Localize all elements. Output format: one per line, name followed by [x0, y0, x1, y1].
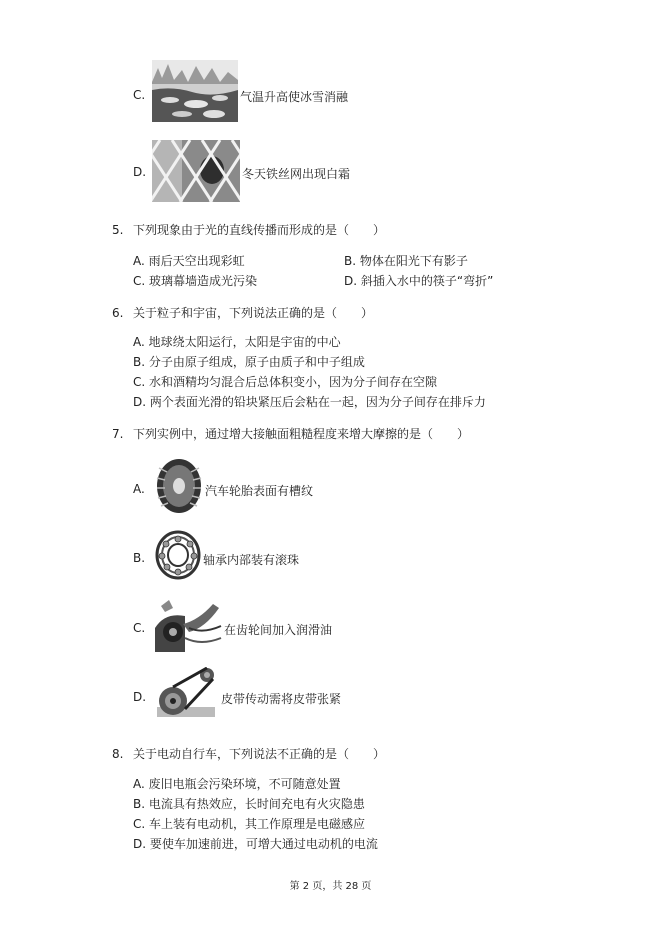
- q7-option-d-text: 皮带传动需将皮带张紧: [221, 692, 342, 706]
- tire-icon: [155, 458, 203, 514]
- q7-option-b-letter: B.: [133, 551, 146, 565]
- q5-stem: 下列现象由于光的直线传播而形成的是（ ）: [133, 223, 386, 237]
- q8-option-b: B. 电流具有热效应，长时间充电有火灾隐患: [133, 797, 365, 811]
- frosted-wire-fence-photo: [152, 140, 240, 202]
- q8-option-d: D. 要使车加速前进，可增大通过电动机的电流: [133, 837, 378, 851]
- q6-option-a: A. 地球绕太阳运行，太阳是宇宙的中心: [133, 335, 341, 349]
- melting-ice-photo: [152, 60, 238, 122]
- q5-option-a: A. 雨后天空出现彩虹: [133, 254, 245, 268]
- q4-option-c-letter: C.: [133, 88, 146, 102]
- q6-option-b: B. 分子由原子组成，原子由质子和中子组成: [133, 355, 365, 369]
- q8-option-a: A. 废旧电瓶会污染环境，不可随意处置: [133, 777, 341, 791]
- q7-number: 7.: [112, 427, 124, 441]
- q4-option-c-text: 气温升高使冰雪消融: [240, 90, 349, 104]
- q8-option-c: C. 车上装有电动机，其工作原理是电磁感应: [133, 817, 366, 831]
- q5-number: 5.: [112, 223, 124, 237]
- q6-stem: 关于粒子和宇宙，下列说法正确的是（ ）: [133, 306, 374, 320]
- gear-oil-icon: [155, 598, 223, 652]
- q7-option-b-text: 轴承内部装有滚珠: [203, 553, 300, 567]
- q8-number: 8.: [112, 747, 124, 761]
- q6-option-d: D. 两个表面光滑的铅块紧压后会粘在一起，因为分子间存在排斥力: [133, 395, 486, 409]
- q7-stem: 下列实例中，通过增大接触面粗糙程度来增大摩擦的是（ ）: [133, 427, 470, 441]
- q6-option-c: C. 水和酒精均匀混合后总体积变小，因为分子间存在空隙: [133, 375, 438, 389]
- page-footer: 第 2 页，共 28 页: [289, 881, 372, 892]
- q8-stem: 关于电动自行车，下列说法不正确的是（ ）: [133, 747, 386, 761]
- q4-option-d-text: 冬天铁丝网出现白霜: [242, 167, 351, 181]
- q4-option-d-letter: D.: [133, 165, 147, 179]
- q7-option-a-text: 汽车轮胎表面有槽纹: [205, 484, 314, 498]
- q7-option-d-letter: D.: [133, 690, 147, 704]
- q6-number: 6.: [112, 306, 124, 320]
- q7-option-c-letter: C.: [133, 621, 146, 635]
- q5-option-d: D. 斜插入水中的筷子“弯折”: [344, 274, 494, 288]
- q7-option-a-letter: A.: [133, 482, 145, 496]
- bearing-icon: [155, 530, 201, 580]
- belt-drive-icon: [155, 667, 219, 723]
- q5-option-c: C. 玻璃幕墙造成光污染: [133, 274, 258, 288]
- q5-option-b: B. 物体在阳光下有影子: [344, 254, 468, 268]
- q7-option-c-text: 在齿轮间加入润滑油: [224, 623, 333, 637]
